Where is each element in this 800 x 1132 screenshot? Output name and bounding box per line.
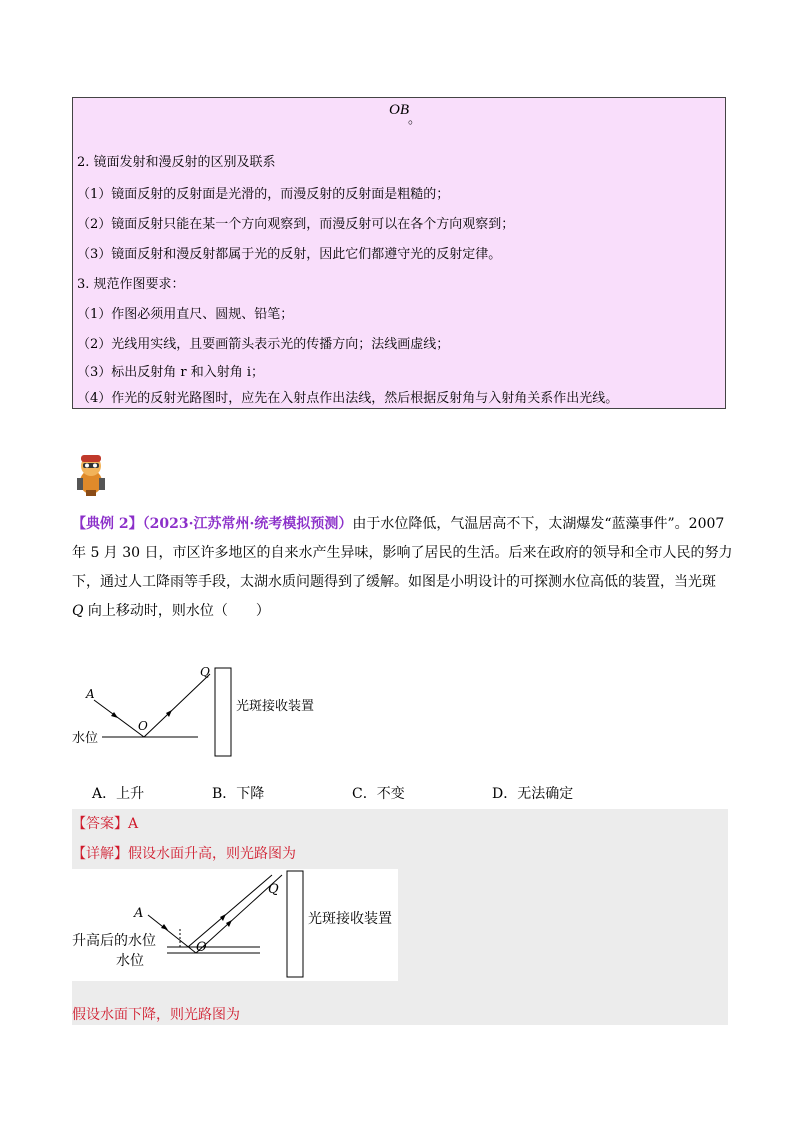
box-line: （1）镜面反射的反射面是光滑的，而漫反射的反射面是粗糙的； — [77, 187, 450, 202]
figure-2-container — [72, 869, 398, 981]
figure-1-diagram — [72, 662, 342, 762]
detail-tag: 【详解】 — [72, 846, 128, 862]
box-line: （3）标出反射角 r 和入射角 i； — [77, 365, 265, 380]
label-water-level: 水位 — [72, 731, 99, 746]
option-d[interactable]: D．无法确定 — [492, 786, 574, 802]
box-line: （2）光线用实线，且要画箭头表示光的传播方向；法线画虚线； — [77, 337, 450, 352]
receiver-device — [215, 668, 231, 756]
answer-line — [72, 813, 138, 833]
receiver-device — [287, 871, 303, 977]
label-o: O — [138, 719, 148, 733]
reflected-ray-raised — [188, 875, 272, 947]
answer-value: A — [128, 816, 139, 832]
example-source: （2023·江苏常州·统考模拟预测） — [142, 516, 353, 532]
incident-arrow — [161, 924, 168, 930]
example-line-4 — [72, 602, 732, 620]
detail-line — [72, 843, 296, 863]
box-line: （3）镜面反射和漫反射都属于光的反射，因此它们都遵守光的反射定律。 — [77, 247, 502, 262]
label-o: O — [196, 940, 207, 955]
example-line-2: 年 5 月 30 日，市区许多地区的自来水产生异味，影响了居民的生活。后来在政府的领导和全市人民的努力 — [72, 545, 733, 561]
ob-period: 。 — [408, 112, 422, 127]
example-text: 向上移动时，则水位（ ） — [83, 603, 270, 619]
incident-ray — [94, 700, 144, 737]
reflected-arrow — [226, 920, 232, 927]
label-raised-water: 升高后的水位 — [72, 933, 156, 949]
box-line: 3. 规范作图要求： — [77, 277, 185, 292]
box-line: 2. 镜面发射和漫反射的区别及联系 — [77, 155, 276, 170]
reflected-arrow — [166, 710, 172, 717]
example-line-3: 下，通过人工降雨等手段，太湖水质问题得到了缓解。如图是小明设计的可探测水位高低的装置，当光斑 — [72, 574, 716, 590]
label-a: A — [86, 687, 95, 701]
label-water-level: 水位 — [116, 953, 144, 969]
option-c[interactable]: C．不变 — [352, 786, 405, 802]
box-line: （1）作图必须用直尺、圆规、铅笔； — [77, 307, 294, 322]
label-q: Q — [268, 882, 279, 897]
q-variable: Q — [72, 603, 84, 619]
box-line: （2）镜面反射只能在某一个方向观察到，而漫反射可以在各个方向观察到； — [77, 217, 515, 232]
ob-label: OB — [389, 102, 409, 118]
figure-2-diagram — [72, 869, 398, 981]
label-receiver-device: 光斑接收装置 — [236, 699, 315, 714]
knowledge-box — [72, 97, 726, 409]
label-receiver-device: 光斑接收装置 — [308, 911, 392, 927]
mascot-icon — [74, 452, 108, 498]
option-b[interactable]: B．下降 — [212, 786, 265, 802]
answer-section — [72, 809, 728, 1025]
box-line: （4）作光的反射光路图时，应先在入射点作出法线，然后根据反射角与入射角关系作出光线。 — [77, 391, 619, 406]
answer-tag: 【答案】 — [72, 816, 128, 832]
example-tag: 【典例 2】 — [72, 516, 143, 532]
reflected-arrow-raised — [220, 914, 226, 921]
reflected-ray — [144, 674, 210, 737]
example-text: 由于水位降低，气温居高不下，太湖爆发“蓝藻事件”。2007 — [352, 516, 725, 532]
last-line: 假设水面下降，则光路图为 — [72, 1007, 240, 1023]
label-a: A — [134, 906, 144, 921]
option-a[interactable]: A．上升 — [92, 786, 145, 802]
detail-text: 假设水面升高，则光路图为 — [128, 846, 296, 862]
label-q: Q — [200, 665, 210, 679]
example-line-1 — [72, 515, 732, 533]
